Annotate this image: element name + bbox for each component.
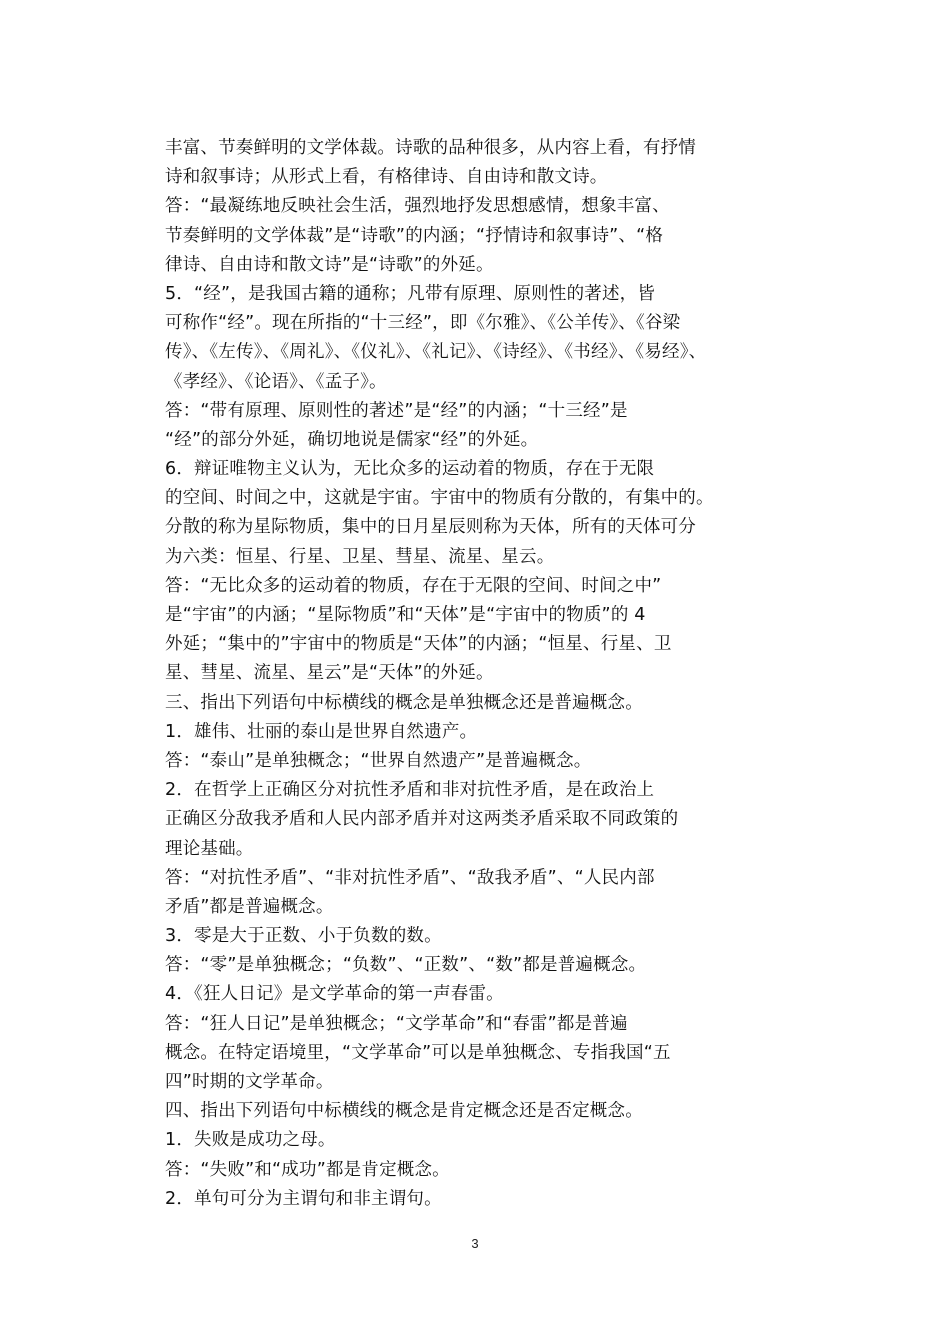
text-line: 答：“无比众多的运动着的物质，存在于无限的空间、时间之中” — [165, 575, 662, 596]
text-line: 2．在哲学上正确区分对抗性矛盾和非对抗性矛盾，是在政治上 — [165, 780, 655, 801]
text-line: 1．雄伟、壮丽的泰山是世界自然遗产。 — [165, 721, 478, 742]
text-line: 丰富、节奏鲜明的文学体裁。诗歌的品种很多，从内容上看，有抒情 — [165, 138, 696, 158]
text-line: 答：“狂人日记”是单独概念；“文学革命”和“春雷”都是普遍 — [165, 1013, 628, 1034]
text-line: 理论基础。 — [165, 838, 254, 859]
text-line: 的空间、时间之中，这就是宇宙。宇宙中的物质有分散的，有集中的。 — [165, 488, 714, 509]
text-line: 答：“对抗性矛盾”、“非对抗性矛盾”、“敌我矛盾”、“人民内部 — [165, 867, 655, 888]
text-line: 1．失败是成功之母。 — [165, 1130, 336, 1151]
text-line: 三、指出下列语句中标横线的概念是单独概念还是普遍概念。 — [165, 692, 643, 713]
text-line: “经”的部分外延，确切地说是儒家“经”的外延。 — [165, 429, 539, 450]
text-line: 传》、《左传》、《周礼》、《仪礼》、《礼记》、《诗经》、《书经》、《易经》、 — [165, 342, 707, 363]
text-line: 四”时期的文学革命。 — [165, 1072, 334, 1092]
text-line: 3．零是大于正数、小于负数的数。 — [165, 926, 442, 947]
text-line: 答：“带有原理、原则性的著述”是“经”的内涵；“十三经”是 — [165, 400, 628, 421]
text-line: 答：“泰山”是单独概念；“世界自然遗产”是普遍概念。 — [165, 750, 592, 771]
text-line: 6．辩证唯物主义认为，无比众多的运动着的物质，存在于无限 — [165, 459, 655, 480]
text-line: 答：“失败”和“成功”都是肯定概念。 — [165, 1159, 450, 1180]
text-line: 矛盾”都是普遍概念。 — [165, 896, 334, 917]
text-line: 2．单句可分为主谓句和非主谓句。 — [165, 1188, 442, 1209]
text-line: 为六类：恒星、行星、卫星、彗星、流星、星云。 — [165, 546, 555, 567]
text-line: 5．“经”，是我国古籍的通称；凡带有原理、原则性的著述，皆 — [165, 283, 656, 304]
text-line: 分散的称为星际物质，集中的日月星辰则称为天体，所有的天体可分 — [165, 517, 696, 538]
text-line: 《孝经》、《论语》、《孟子》。 — [165, 371, 387, 392]
text-line: 节奏鲜明的文学体裁”是“诗歌”的内涵；“抒情诗和叙事诗”、“格 — [165, 225, 664, 246]
text-line: 正确区分敌我矛盾和人民内部矛盾并对这两类矛盾采取不同政策的 — [165, 809, 679, 830]
text-line: 可称作“经”。现在所指的“十三经”，即《尔雅》、《公羊传》、《谷梁 — [165, 313, 681, 334]
text-line: 4．《狂人日记》是文学革命的第一声春雷。 — [165, 984, 504, 1005]
text-line: 答：“最凝练地反映社会生活，强烈地抒发思想感情，想象丰富、 — [165, 196, 670, 217]
text-line: 是“宇宙”的内涵；“星际物质”和“天体”是“宇宙中的物质”的 4 — [165, 605, 646, 625]
text-line: 外延；“集中的”宇宙中的物质是“天体”的内涵；“恒星、行星、卫 — [165, 634, 672, 655]
text-line: 答：“零”是单独概念；“负数”、“正数”、“数”都是普遍概念。 — [165, 955, 647, 976]
page-number: 3 — [471, 1236, 479, 1251]
text-line: 星、彗星、流星、星云”是“天体”的外延。 — [165, 663, 494, 684]
text-line: 诗和叙事诗；从形式上看，有格律诗、自由诗和散文诗。 — [165, 167, 608, 188]
body-text — [165, 134, 765, 1214]
text-line: 律诗、自由诗和散文诗”是“诗歌”的外延。 — [165, 254, 494, 275]
text-line: 四、指出下列语句中标横线的概念是肯定概念还是否定概念。 — [165, 1101, 643, 1122]
text-line: 概念。在特定语境里，“文学革命”可以是单独概念、专指我国“五 — [165, 1042, 671, 1063]
